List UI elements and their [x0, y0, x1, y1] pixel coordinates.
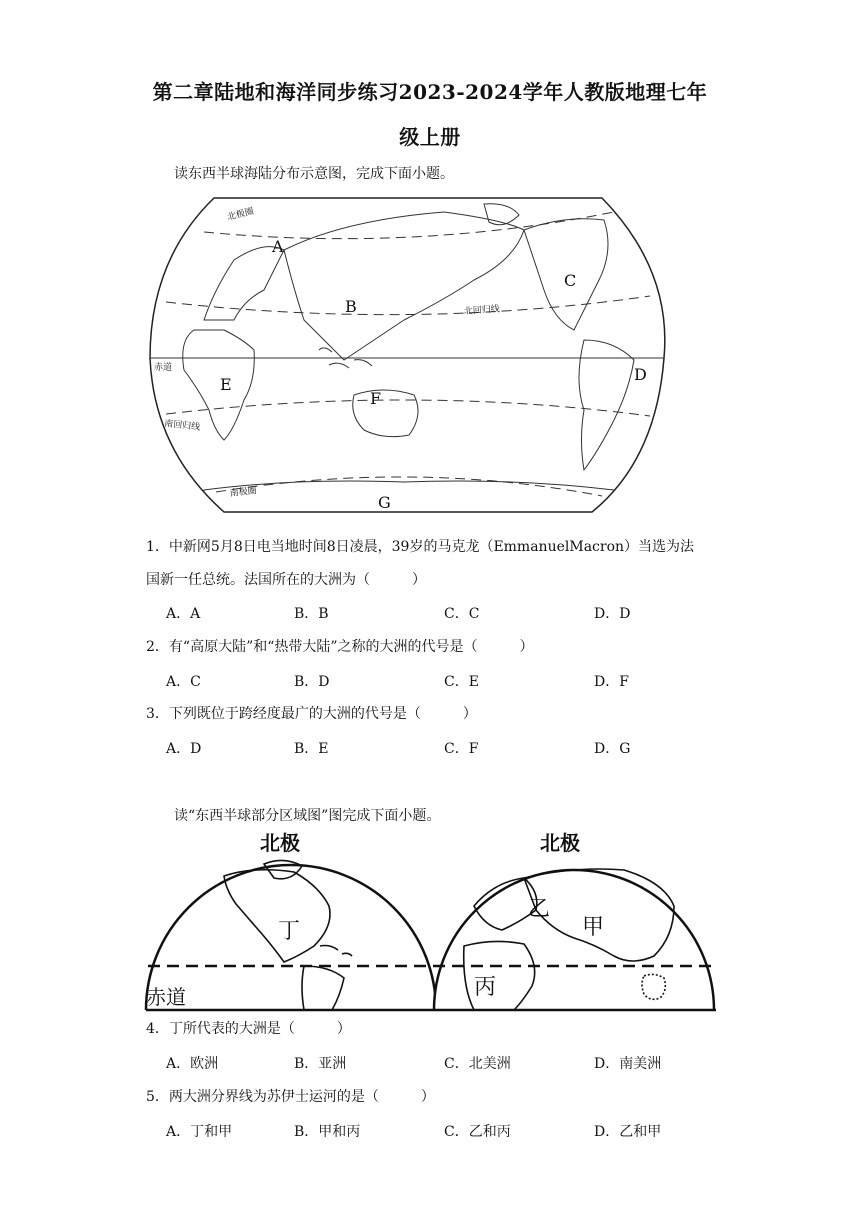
letter-b: B — [345, 297, 357, 316]
question-1-line2: 国新一任总统。法国所在的大洲为（ ） — [146, 572, 426, 588]
label-jia: 甲 — [582, 915, 605, 940]
question-4: 4．丁所代表的大洲是（ ） — [146, 1021, 351, 1037]
equator-label-map2: 赤道 — [146, 985, 186, 1009]
q1-option-b: B．B — [294, 606, 329, 622]
label-bing: 丙 — [474, 975, 497, 1000]
q3-option-a: A．D — [166, 741, 202, 757]
north-pole-label-left: 北极 — [260, 831, 300, 855]
q5-option-d: D．乙和甲 — [594, 1124, 662, 1140]
q2-option-d: D．F — [594, 674, 629, 690]
label-ding: 丁 — [278, 919, 301, 944]
q1-option-a: A．A — [166, 606, 201, 622]
q5-option-c: C．乙和丙 — [444, 1124, 511, 1140]
document-title-line1: 第二章陆地和海洋同步练习2023-2024学年人教版地理七年 — [152, 80, 708, 104]
q4-option-d: D．南美洲 — [594, 1056, 662, 1072]
letter-g: G — [378, 493, 391, 512]
arctic-circle-label: 北极圈 — [226, 206, 255, 223]
equator-label: 赤道 — [154, 363, 173, 373]
document-title-line2: 级上册 — [399, 125, 461, 149]
world-map — [144, 190, 672, 520]
north-pole-label-right: 北极 — [540, 831, 580, 855]
q1-option-c: C．C — [444, 606, 480, 622]
question-2: 2．有“高原大陆”和“热带大陆”之称的大洲的代号是（ ） — [146, 639, 534, 655]
tropic-cancer-label: 北回归线 — [463, 304, 501, 317]
question-3: 3．下列既位于跨经度最广的大洲的代号是（ ） — [146, 706, 477, 722]
section2-intro: 读“东西半球部分区域图”图完成下面小题。 — [174, 808, 441, 824]
q3-option-b: B．E — [294, 741, 329, 757]
q4-option-c: C．北美洲 — [444, 1056, 511, 1072]
question-5: 5．两大洲分界线为苏伊士运河的是（ ） — [146, 1089, 435, 1105]
q2-option-c: C．E — [444, 674, 479, 690]
q3-option-d: D．G — [594, 741, 631, 757]
q1-option-d: D．D — [594, 606, 631, 622]
q4-option-a: A．欧洲 — [166, 1056, 219, 1072]
letter-f: F — [370, 389, 382, 408]
letter-d: D — [634, 365, 647, 384]
tropic-capricorn-label: 南回归线 — [163, 419, 201, 433]
q2-option-a: A．C — [166, 674, 201, 690]
letter-c: C — [564, 271, 577, 290]
letter-e: E — [220, 375, 232, 394]
q4-option-b: B．亚洲 — [294, 1056, 347, 1072]
letter-a: A — [272, 237, 284, 256]
q5-option-a: A．丁和甲 — [166, 1124, 233, 1140]
q2-option-b: B．D — [294, 674, 330, 690]
q3-option-c: C．F — [444, 741, 479, 757]
hemispheres-map — [144, 826, 720, 1014]
label-yi: 乙 — [528, 897, 551, 922]
question-1-line1: 1．中新网5月8日电当地时间8日凌晨，39岁的马克龙（EmmanuelMacron）当选为法 — [146, 539, 695, 555]
antarctic-circle-label: 南极圈 — [229, 486, 258, 499]
q5-option-b: B．甲和丙 — [294, 1124, 361, 1140]
section1-intro: 读东西半球海陆分布示意图，完成下面小题。 — [174, 166, 454, 182]
